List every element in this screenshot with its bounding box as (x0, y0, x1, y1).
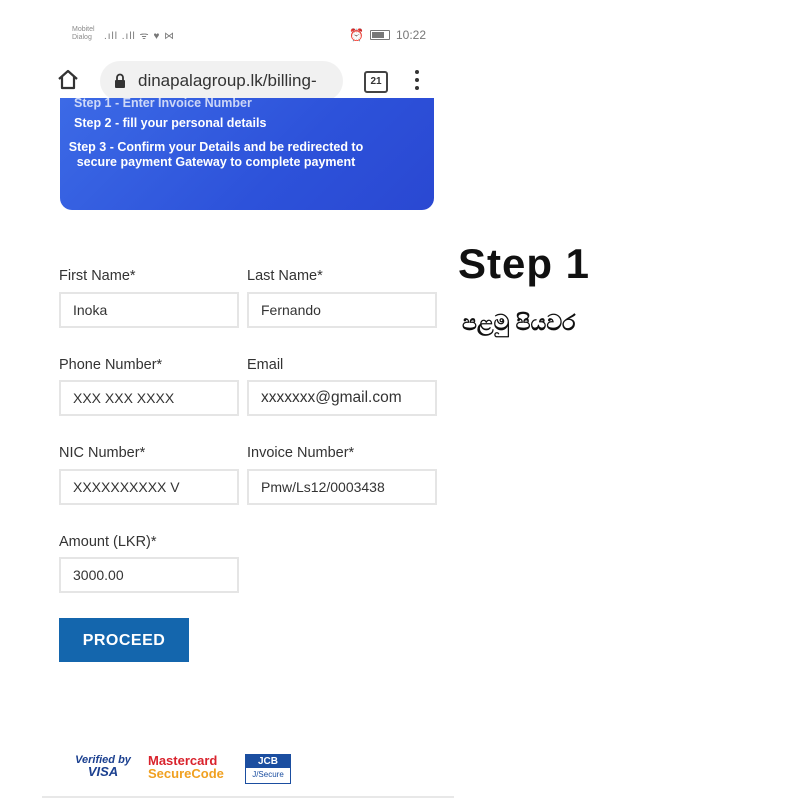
first-name-label: First Name* (59, 268, 136, 284)
nic-input[interactable]: XXXXXXXXXX V (59, 469, 239, 505)
status-right (349, 28, 426, 42)
proceed-button[interactable]: PROCEED (59, 618, 189, 662)
invoice-label: Invoice Number* (247, 445, 355, 461)
jcb-jsecure-logo (245, 754, 291, 784)
battery-icon (370, 30, 390, 40)
first-name-input[interactable]: Inoka (59, 292, 239, 328)
email-input[interactable]: xxxxxxx@gmail.com (247, 380, 437, 416)
visa-line-2: VISA (87, 764, 119, 779)
jcb-line-2: J/Secure (252, 770, 284, 779)
carrier-1: Mobitel (72, 26, 95, 33)
url-text: dinapalagroup.lk/billing- (138, 71, 317, 90)
mastercard-line-1: Mastercard (148, 753, 218, 768)
overflow-menu-icon[interactable] (414, 70, 420, 92)
nic-label: NIC Number* (59, 445, 146, 461)
amount-input[interactable]: 3000.00 (59, 557, 239, 593)
carrier-2: Dialog (72, 34, 92, 41)
mastercard-line-2: SecureCode (148, 766, 224, 781)
status-time: 10:22 (395, 28, 426, 42)
verified-by-visa-logo (72, 754, 134, 778)
amount-label: Amount (LKR)* (59, 534, 157, 550)
status-bar (42, 0, 454, 56)
jcb-line-1: JCB (246, 755, 290, 768)
home-icon[interactable] (56, 68, 80, 92)
steps-banner (60, 98, 434, 210)
page-content (42, 96, 454, 800)
visa-line-1: Verified by (75, 754, 131, 766)
email-label: Email (247, 357, 284, 373)
address-bar[interactable] (100, 61, 343, 101)
lock-icon (114, 73, 126, 89)
bottom-divider (42, 796, 454, 798)
payment-logos (72, 750, 332, 784)
step-2-text: Step 2 - fill your personal details (74, 116, 267, 130)
step-1-text: Step 1 - Enter Invoice Number (74, 96, 252, 110)
signal-icons: .ıll .ıll ᯤ ♥ ⋈ (104, 31, 176, 42)
phone-label: Phone Number* (59, 357, 163, 373)
step-subheading: පළමු පියවර (462, 310, 576, 335)
last-name-label: Last Name* (247, 268, 323, 284)
alarm-icon: ⏰ (349, 28, 364, 42)
phone-screen (42, 0, 454, 800)
last-name-input[interactable]: Fernando (247, 292, 437, 328)
tab-switcher-button[interactable]: 21 (364, 71, 388, 93)
step-heading: Step 1 (458, 240, 591, 287)
carrier-names (72, 26, 95, 42)
mastercard-securecode-logo (148, 754, 234, 780)
invoice-input[interactable]: Pmw/Ls12/0003438 (247, 469, 437, 505)
step-3-text: Step 3 - Confirm your Details and be redirected to secure payment Gateway to complete payment (68, 140, 364, 169)
phone-input[interactable]: XXX XXX XXXX (59, 380, 239, 416)
